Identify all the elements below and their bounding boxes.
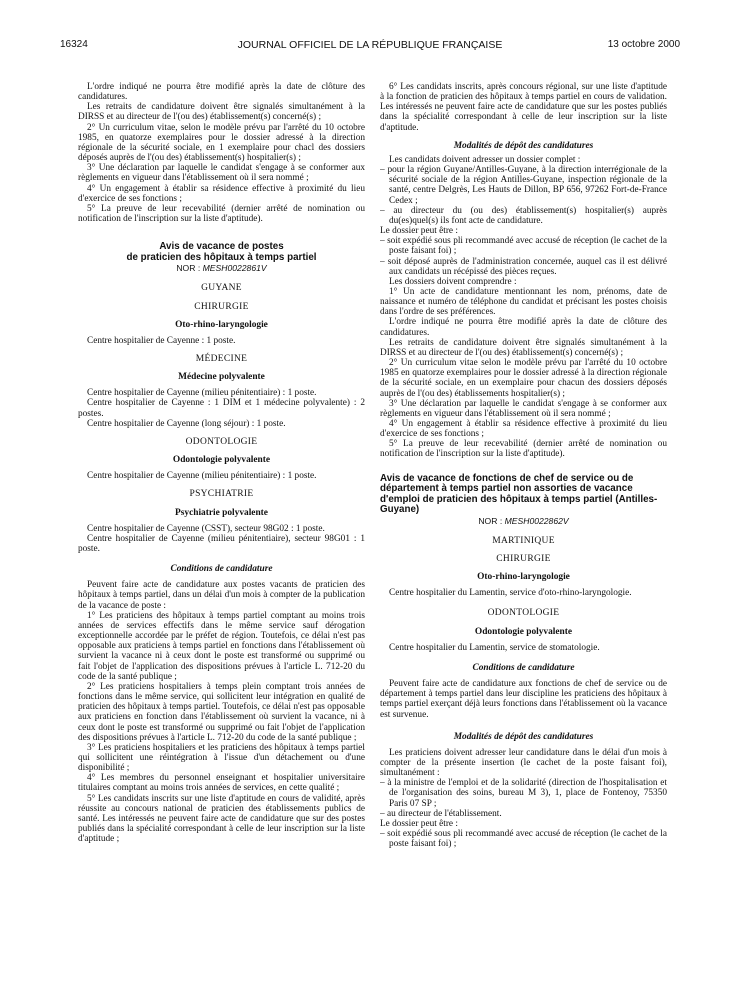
paragraph: 4° Un engagement à établir sa résidence effective à proximité du lieu d'exercice de ses fonctions ;	[78, 183, 365, 204]
paragraph: 2° Les praticiens hospitaliers à temps plein comptant trois années de fonctions dans le même service, qui sollicitent leur intégration en qualité de praticien des hôpitaux à temps partiel. Toutefois, ce délai n'est pas opposable aux praticiens en fonction dans l'établissement où survient la vacance, ni à ceux dont le poste est transformé ou supprimé ou fait l'objet de l'application des dispositions prévues à l'article L. 712-20 du code de la santé publique ;	[78, 681, 365, 743]
paragraph: 2° Un curriculum vitae, selon le modèle prévu par l'arrêté du 10 octobre 1985, en quatorze exemplaires pour le dossier adressé à la direction régionale de la sécurité sociale, en 1 exemplaire pour chacl des dossiers déposés auprès de l'(ou des) établissement(s) hospitalier(s) ;	[78, 122, 365, 164]
list-item: – soit expédié sous pli recommandé avec accusé de réception (le cachet de la poste faisant foi) ;	[380, 829, 667, 850]
post-line: Centre hospitalier de Cayenne (long séjour) : 1 poste.	[87, 418, 286, 429]
section-heading: Conditions de candidature	[472, 662, 575, 673]
section-heading: Modalités de dépôt des candidatures	[453, 140, 594, 151]
paragraph: L'ordre indiqué ne pourra être modifié après la date de clôture des candidatures.	[380, 317, 667, 338]
post-line: Centre hospitalier du Lamentin, service de stomatologie.	[389, 642, 600, 653]
nor-reference: NOR : MESH0022862V	[478, 515, 569, 526]
section-heading: Conditions de candidature	[170, 564, 273, 575]
discipline-heading: PSYCHIATRIE	[189, 489, 254, 500]
paragraph: Peuvent faire acte de candidature aux postes vacants de praticien des hôpitaux à temps partiel, dans un délai d'un mois à compter de la publication de la vacance de poste :	[78, 580, 365, 611]
specialty-heading: Odontologie polyvalente	[474, 626, 573, 637]
list-item: – à la ministre de l'emploi et de la solidarité (direction de l'hospitalisation et de l'organisation des soins, bureau M 3), 1, place de Fontenoy, 75350 Paris 07 SP ;	[380, 778, 667, 809]
region-heading: GUYANE	[201, 283, 242, 294]
nor-reference: NOR : MESH0022861V	[176, 263, 267, 274]
paragraph: 3° Les praticiens hospitaliers et les praticiens des hôpitaux à temps partiel qui sollicitent une réintégration à l'issue d'un détachement ou d'une disponibilité ;	[78, 742, 365, 774]
paragraph: Les retraits de candidature doivent être signalés simultanément à la DIRSS et au directeur de l'(ou des) établissement(s) concerné(s) ;	[380, 337, 667, 358]
paragraph: Les retraits de candidature doivent être signalés simultanément à la DIRSS et au directeur de l'(ou des) établissement(s) concerné(s) ;	[78, 102, 365, 123]
paragraph: 3° Une déclaration par laquelle le candidat s'engage à se conformer aux règlements en vigueur dans l'établissement où il sera nommé ;	[78, 163, 365, 184]
paragraph: 6° Les candidats inscrits, après concours régional, sur une liste d'aptitude à la fonction de praticien des hôpitaux à temps partiel en cours de validation. Les intéressés ne peuvent faire acte de candidature que sur les postes publiés dans la spécialité correspondant à celle de leur inscription sur la liste d'aptitude.	[380, 82, 667, 133]
journal-title: JOURNAL OFFICIEL DE LA RÉPUBLIQUE FRANÇAISE	[237, 39, 503, 51]
paragraph: Peuvent faire acte de candidature aux fonctions de chef de service ou de département à temps partiel dans leur discipline les praticiens des hôpitaux à temps partiel exerçant déjà leurs fonctions dans l'établissement où la vacance est survenue.	[380, 679, 667, 720]
post-line: Centre hospitalier de Cayenne (milieu pénitentiaire) : 1 poste.	[87, 471, 317, 482]
list-item: – pour la région Guyane/Antilles-Guyane, à la direction interrégionale de la sécurité sociale de la région Antilles-Guyane, inspection régionale de la santé, centre Delgrès, Les Hauts de Dillon, BP 656, 97262 Fort-de-France Cedex ;	[380, 165, 667, 206]
list-item: – au directeur de l'établissement.	[380, 808, 502, 819]
post-line: Centre hospitalier de Cayenne (milieu pénitentiaire) : 1 poste.	[87, 388, 317, 399]
left-column	[78, 82, 365, 844]
paragraph: 1° Un acte de candidature mentionnant les nom, prénoms, date de naissance et numéro de téléphone du candidat et précisant les postes choisis dans l'ordre de ses préférences.	[380, 286, 667, 318]
discipline-heading: CHIRURGIE	[194, 301, 249, 312]
page-header	[60, 40, 680, 54]
paragraph: 2° Un curriculum vitae selon le modèle prévu par l'arrêté du 10 octobre 1985 en quatorze exemplaires pour le dossier adressé à la direction régionale de la sécurité sociale, en un exemplaire pour chacun des dossiers déposés auprès de l'(ou des) établissements hospitalier(s) ;	[380, 358, 667, 399]
notice-title: Avis de vacance de postes	[159, 241, 284, 253]
post-line: Centre hospitalier de Cayenne : 1 poste.	[87, 335, 236, 346]
post-line: Centre hospitalier de Cayenne : 1 DIM et 1 médecine polyvalente) : 2 postes.	[78, 398, 365, 419]
paragraph: 4° Un engagement à établir sa résidence effective à proximité du lieu d'exercice de ses fonctions ;	[380, 419, 667, 440]
paragraph: 4° Les membres du personnel enseignant et hospitalier universitaire titulaires comptant au moins trois années de services, en cette qualité ;	[78, 773, 365, 794]
discipline-heading: ODONTOLOGIE	[487, 608, 560, 619]
paragraph: 5° La preuve de leur recevabilité (dernier arrêté de nomination ou notification de l'inscription sur la liste d'aptitude).	[78, 203, 365, 225]
issue-date: 13 octobre 2000	[607, 39, 680, 50]
list-item: – soit déposé auprès de l'administration concernée, auquel cas il est délivré aux candidats un récépissé des pièces reçues.	[380, 256, 667, 277]
notice-title: Avis de vacance de fonctions de chef de service ou de département à temps partiel non assorties de vacance d'emploi de praticien des hôpitaux à temps partiel (Antilles-Guyane)	[380, 472, 658, 516]
specialty-heading: Médecine polyvalente	[178, 372, 265, 383]
specialty-heading: Oto-rhino-laryngologie	[175, 319, 268, 330]
specialty-heading: Psychiatrie polyvalente	[175, 507, 268, 518]
notice-title-line-2: de praticien des hôpitaux à temps partiel	[126, 251, 317, 263]
paragraph: Le dossier peut être :	[380, 818, 458, 829]
post-line: Centre hospitalier du Lamentin, service d'oto-rhino-laryngologie.	[389, 588, 632, 599]
paragraph: Les candidats doivent adresser un dossier complet :	[389, 154, 581, 165]
list-item: – au directeur du (ou des) établissement(s) hospitalier(s) auprès du(es)quel(s) ils font acte de candidature.	[380, 205, 667, 226]
right-column	[380, 82, 667, 849]
region-heading: MARTINIQUE	[492, 535, 555, 546]
paragraph: Les dossiers doivent comprendre :	[389, 276, 517, 287]
discipline-heading: MÉDECINE	[195, 353, 248, 364]
paragraph: 3° Une déclaration par laquelle le candidat s'engage à se conformer aux règlements en vigueur dans l'établissement où il sera nommé ;	[380, 398, 667, 419]
list-item: – soit expédié sous pli recommandé avec accusé de réception (le cachet de la poste faisant foi) ;	[380, 236, 667, 257]
paragraph: 5° La preuve de leur recevabilité (dernier arrêté de nomination ou notification de l'inscription sur la liste d'aptitude).	[380, 439, 667, 460]
section-heading: Modalités de dépôt des candidatures	[453, 731, 594, 742]
paragraph: 1° Les praticiens des hôpitaux à temps partiel comptant au moins trois années de services effectifs dans le même service sauf dérogation exceptionnelle accordée par le préfet de région. Toutefois, ce délai n'est pas opposable aux praticiens à temps partiel en fonctions dans l'établissement où survient la vacance ni à ceux dont le poste est transformé ou supprimé ou fait l'objet de l'application des dispositions prévues à l'article L. 712-20 du code de la santé publique ;	[78, 610, 365, 682]
paragraph: Le dossier peut être :	[380, 226, 458, 237]
discipline-heading: ODONTOLOGIE	[185, 436, 258, 447]
paragraph: 5° Les candidats inscrits sur une liste d'aptitude en cours de validité, après réussite au concours national de praticien des établissements publics de santé. Les intéressés ne peuvent faire acte de candidature que sur des postes publiés dans la spécialité correspondant à celle de leur inscription sur la liste d'aptitude ;	[78, 793, 365, 845]
specialty-heading: Odontologie polyvalente	[172, 455, 271, 466]
post-line: Centre hospitalier de Cayenne (CSST), secteur 98G02 : 1 poste.	[87, 523, 325, 534]
paragraph: Les praticiens doivent adresser leur candidature dans le délai d'un mois à compter de la présente insertion (le cachet de la poste faisant foi), simultanément :	[380, 747, 667, 779]
specialty-heading: Oto-rhino-laryngologie	[477, 572, 570, 583]
post-line: Centre hospitalier de Cayenne (milieu pénitentiaire), secteur 98G01 : 1 poste.	[78, 533, 365, 554]
page-number: 16324	[60, 39, 88, 50]
discipline-heading: CHIRURGIE	[496, 553, 551, 564]
paragraph: L'ordre indiqué ne pourra être modifié après la date de clôture des candidatures.	[78, 82, 365, 103]
